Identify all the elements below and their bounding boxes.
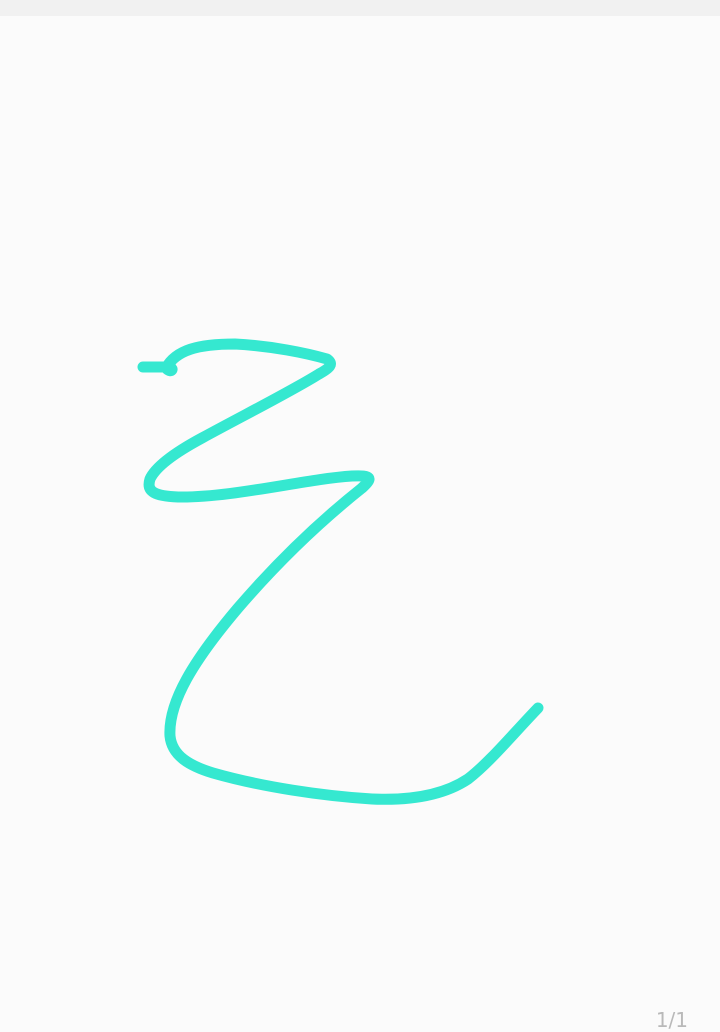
page-indicator: 1/1 [656, 1008, 688, 1032]
handwritten-stroke [143, 344, 538, 799]
